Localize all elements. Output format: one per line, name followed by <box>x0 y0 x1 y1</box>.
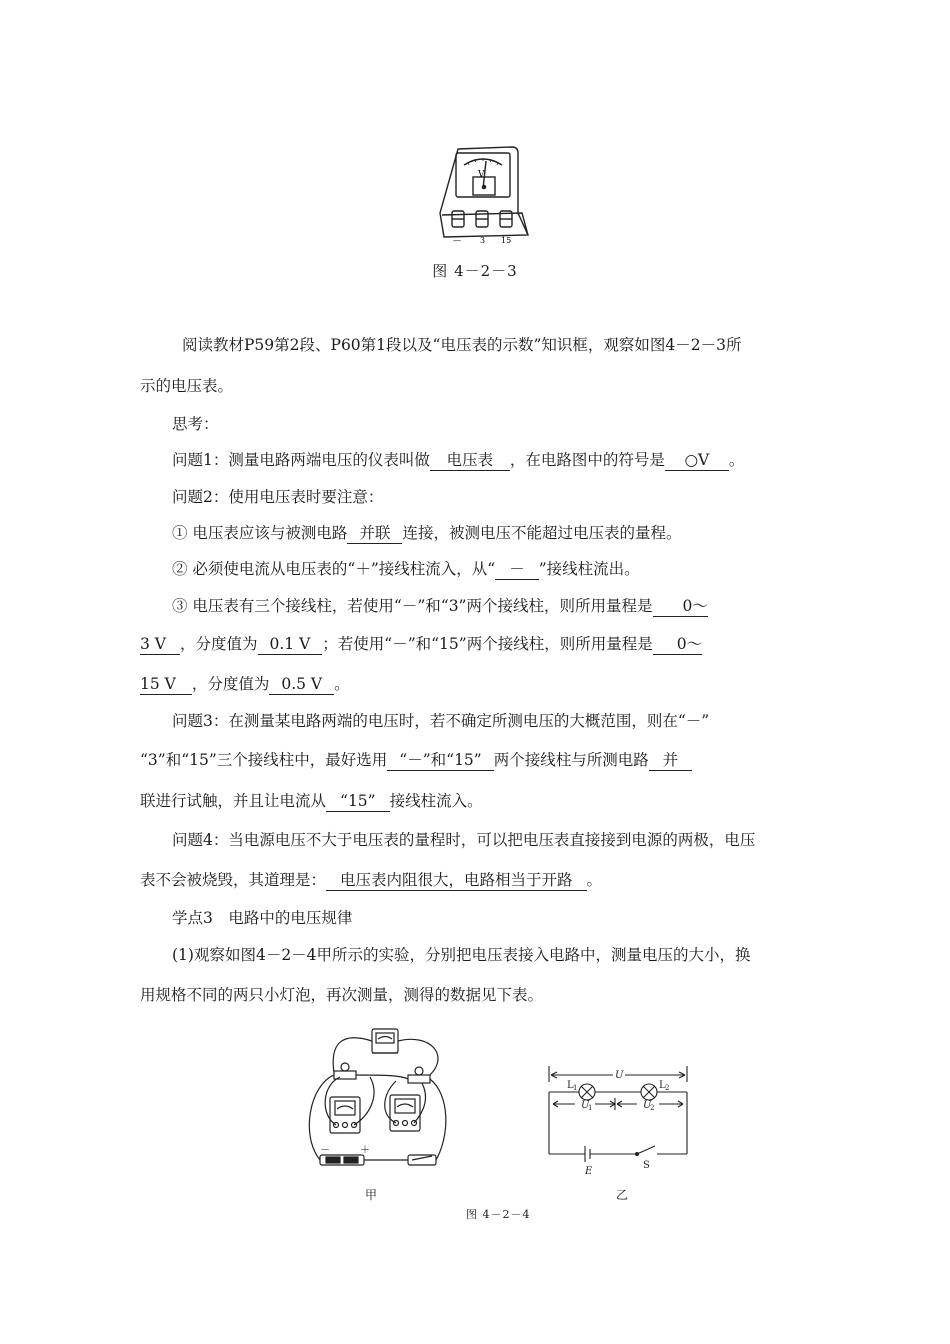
physical-circuit-figure <box>300 1025 452 1175</box>
terminal-minus-label: — <box>453 236 461 245</box>
question-4-line-1: 问题4：当电源电压不大于电压表的量程时，可以把电压表直接接到电源的两极，电压 <box>172 831 756 849</box>
q1-symbol-blank: ○V <box>665 450 729 471</box>
label-L1-sub: 1 <box>573 1084 578 1092</box>
q3-text: “3”和“15”三个接线柱中，最好选用 <box>140 751 388 769</box>
question-3-line-1: 问题3：在测量某电路两端的电压时，若不确定所测电压的大概范围，则在“－” <box>172 712 710 730</box>
q2-item3-mid1: ，分度值为 <box>179 635 258 653</box>
label-L1: L <box>567 1080 574 1091</box>
question-2-item-3-line-1 <box>172 594 852 618</box>
label-U2: U <box>643 1100 652 1111</box>
q2-item3-range-blank-a: 0～ <box>653 596 708 617</box>
q2-item2-post: ”接线柱流出。 <box>538 560 640 578</box>
terminal-15-label: 15 <box>501 236 512 245</box>
q3-text-3: 联进行试触，并且让电流从 <box>140 792 327 810</box>
figure-caption-4-2-4: 图 4－2－4 <box>466 1208 531 1221</box>
intro-line-2: 示的电压表。 <box>140 377 234 395</box>
meter-letter: V <box>478 170 485 180</box>
question-3-line-3 <box>140 789 820 813</box>
q3-connection-blank: 并 <box>649 750 693 771</box>
q3-terminal-blank: “－”和“15” <box>387 750 493 771</box>
label-E: E <box>585 1166 593 1177</box>
label-L2: L <box>659 1080 666 1091</box>
label-U2-sub: 2 <box>650 1104 655 1112</box>
label-L2-sub: 2 <box>665 1084 670 1092</box>
q4-reason-blank: 电压表内阻很大，电路相当于开路 <box>326 870 587 891</box>
section-3-title: 学点3 电路中的电压规律 <box>172 909 353 927</box>
question-2-title: 问题2：使用电压表时要注意： <box>172 488 384 506</box>
q1-answer-blank: 电压表 <box>430 450 510 471</box>
q2-item1-text: ① 电压表应该与被测电路 <box>172 524 348 542</box>
q2-item1-blank: 并联 <box>347 523 402 544</box>
question-4-line-2 <box>140 868 820 892</box>
q2-item2-blank: － <box>495 559 539 580</box>
q1-text: 问题1：测量电路两端电压的仪表叫做 <box>172 451 430 469</box>
label-S: S <box>643 1160 650 1171</box>
question-3-line-2 <box>140 748 820 772</box>
q1-end: 。 <box>728 451 745 469</box>
q4-end: 。 <box>586 871 603 889</box>
q2-item3-mid2: ；若使用“－”和“15”两个接线柱，则所用量程是 <box>322 635 653 653</box>
battery-plus-label: ＋ <box>360 1145 370 1156</box>
q3-post: 接线柱流入。 <box>389 792 483 810</box>
q2-item3-range-blank-b: 3 V <box>140 634 180 655</box>
q2-item3-range2-blank-a: 0～ <box>653 634 702 655</box>
label-U1-sub: 1 <box>588 1104 593 1112</box>
q2-item3-division2-blank: 0.5 V <box>269 674 334 695</box>
figure-label-jia: 甲 <box>365 1188 378 1202</box>
question-2-item-1 <box>172 521 852 545</box>
experiment-line-1: (1)观察如图4－2－4甲所示的实验，分别把电压表接入电路中，测量电压的大小，换 <box>172 946 751 964</box>
question-2-item-2 <box>172 557 852 581</box>
voltmeter-figure <box>438 143 530 245</box>
q2-item3-mid3: ，分度值为 <box>191 675 270 693</box>
circuit-diagram-figure <box>545 1062 691 1178</box>
q2-item2-text: ② 必须使电流从电压表的“＋”接线柱流入，从“ <box>172 560 496 578</box>
question-2-item-3-line-2 <box>140 632 820 656</box>
q2-item3-range2-blank-b: 15 V <box>140 674 192 695</box>
figure-caption-4-2-3: 图 4－2－3 <box>432 262 518 280</box>
battery-minus-label: － <box>320 1145 330 1156</box>
q1-text-mid: ，在电路图中的符号是 <box>509 451 665 469</box>
question-2-item-3-line-3 <box>140 672 820 696</box>
experiment-line-2: 用规格不同的两只小灯泡，再次测量，测得的数据见下表。 <box>140 986 544 1004</box>
q2-item3-division-blank: 0.1 V <box>258 634 323 655</box>
figure-label-yi: 乙 <box>616 1188 629 1202</box>
intro-line-1: 阅读教材P59第2段、P60第1段以及“电压表的示数”知识框，观察如图4－2－3所 <box>182 336 742 354</box>
q2-item3-end: 。 <box>334 675 350 693</box>
label-U: U <box>615 1070 624 1081</box>
q3-mid: 两个接线柱与所测电路 <box>493 751 649 769</box>
q2-item3-text: ③ 电压表有三个接线柱，若使用“－”和“3”两个接线柱，则所用量程是 <box>172 597 653 615</box>
terminal-3-label: 3 <box>480 236 486 245</box>
think-label: 思考： <box>172 415 219 433</box>
question-1 <box>172 448 852 472</box>
q2-item1-post: 连接，被测电压不能超过电压表的量程。 <box>402 524 682 542</box>
label-U1: U <box>581 1100 590 1111</box>
q4-text: 表不会被烧毁，其道理是： <box>140 871 327 889</box>
q3-inflow-blank: “15” <box>326 791 390 812</box>
